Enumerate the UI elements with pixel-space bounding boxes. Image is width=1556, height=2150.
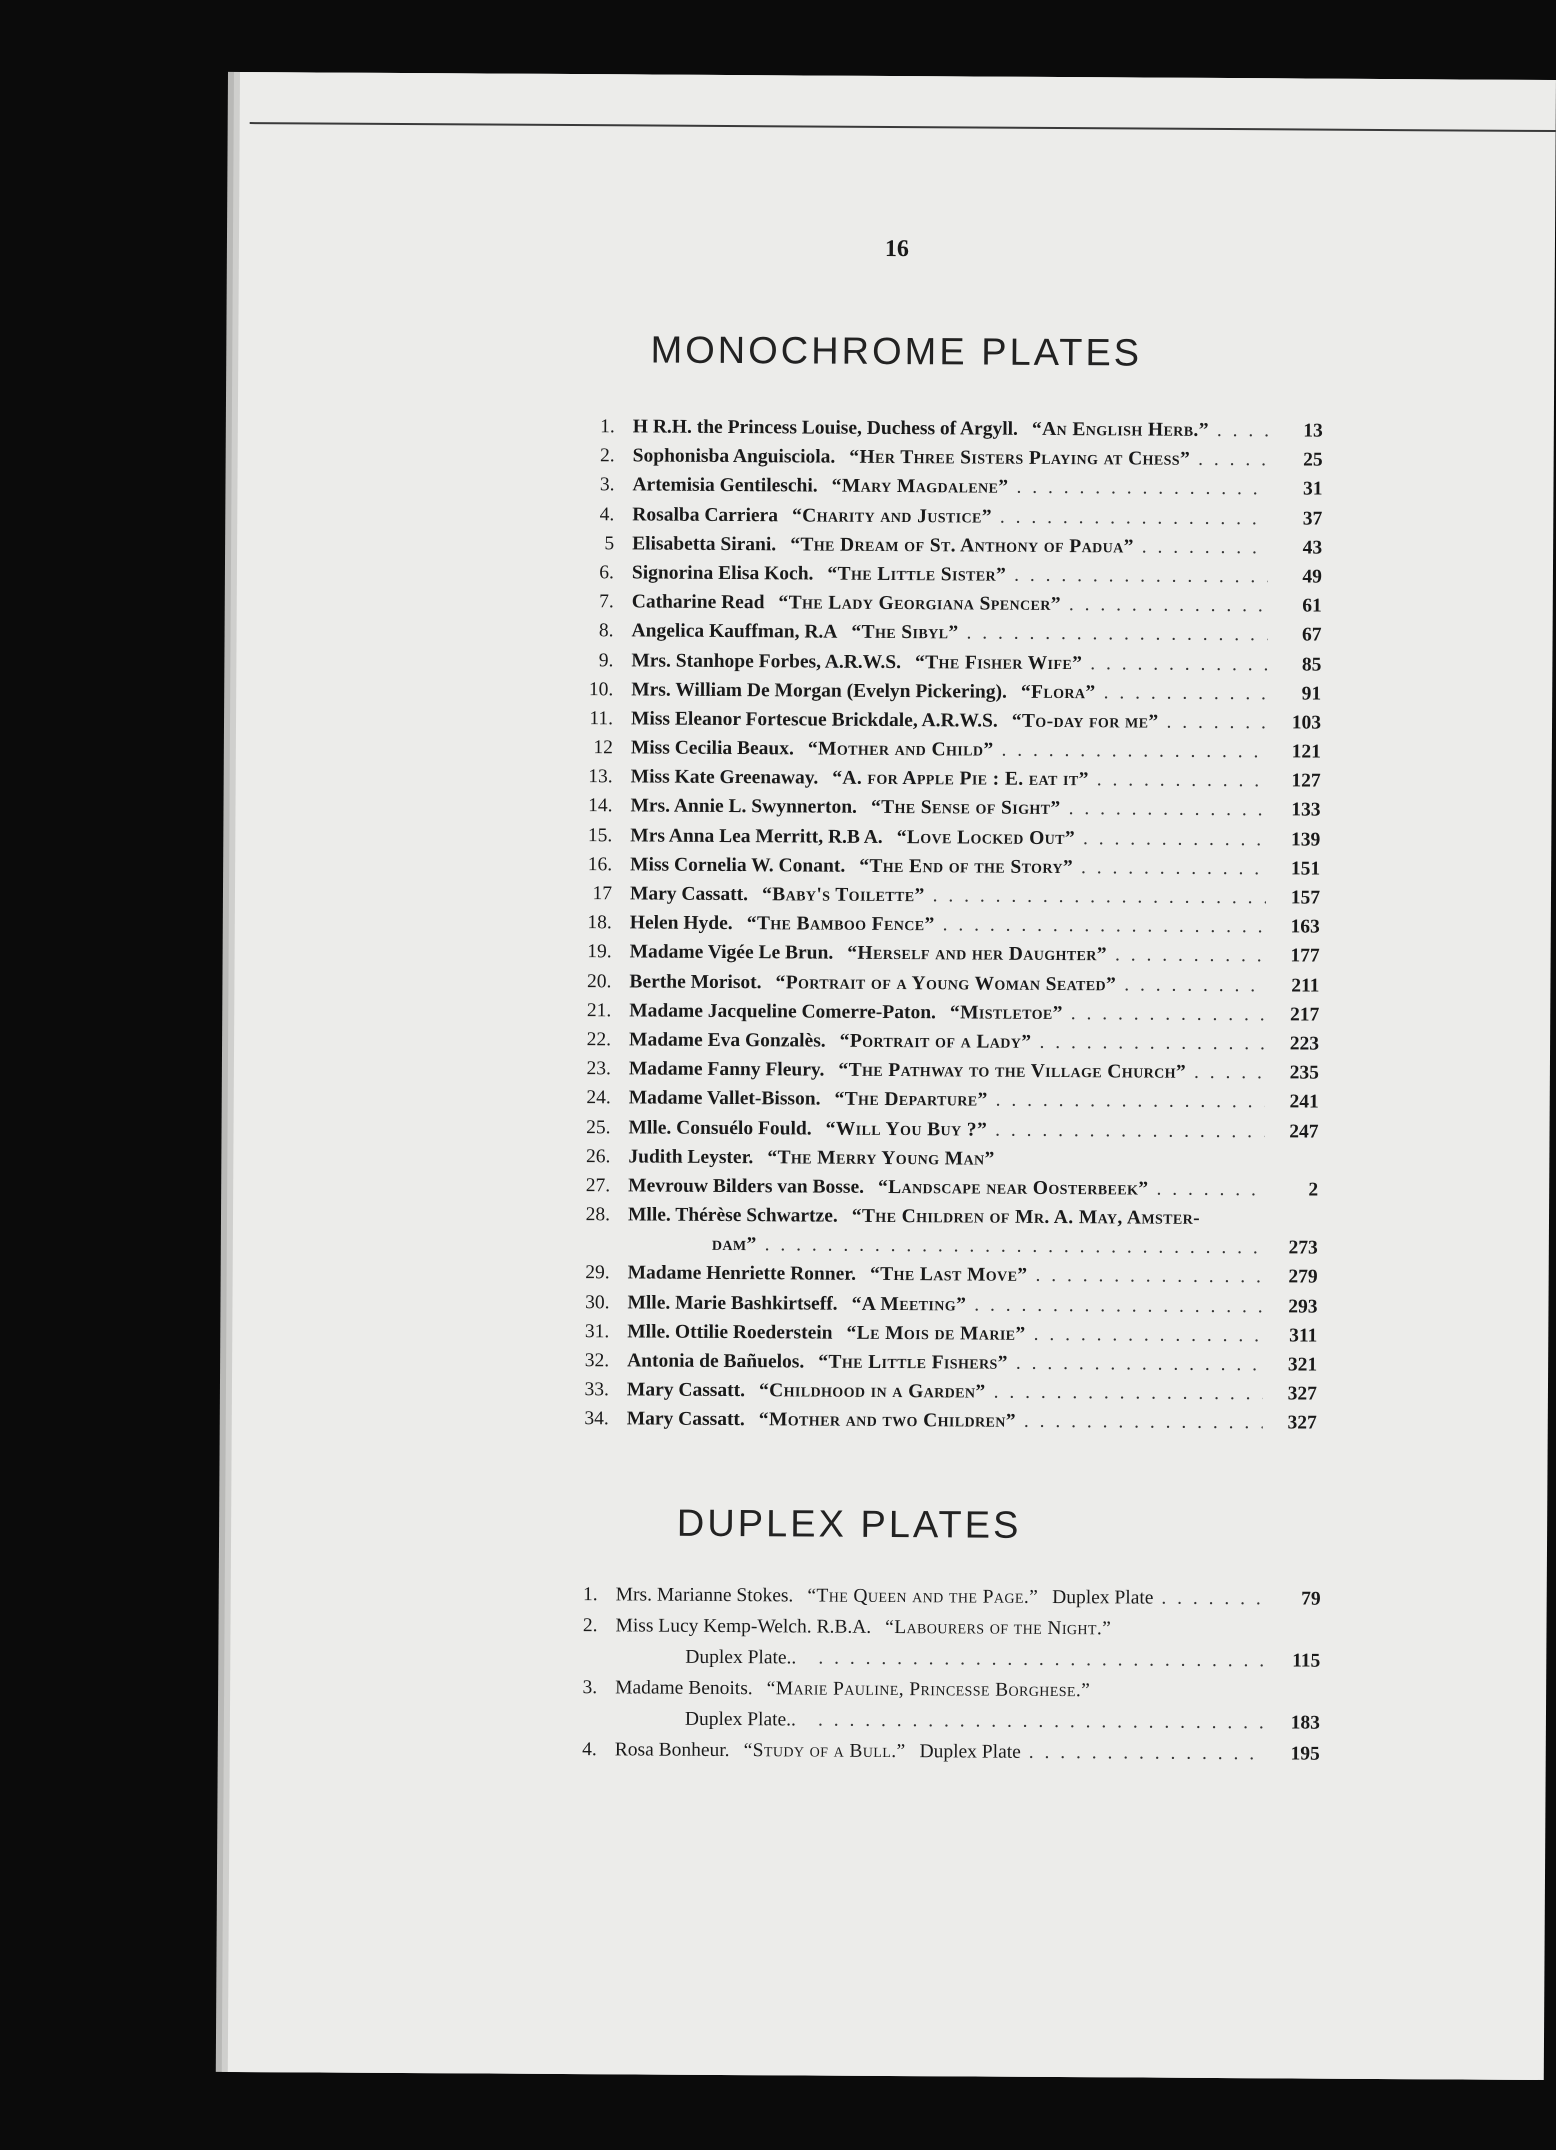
leader-dots (992, 506, 1268, 530)
plate-number: 1. (583, 1584, 598, 1606)
duplex-plate-row (545, 1739, 1320, 1775)
leader-dots (810, 1710, 1266, 1735)
plate-artist: Mrs. Annie L. Swynnerton. (630, 795, 858, 819)
leader-dots (1061, 798, 1267, 821)
monochrome-plate-row (562, 474, 1322, 508)
monochrome-plate-row (562, 533, 1322, 567)
monochrome-plate-row (563, 445, 1323, 479)
leader-dots (1008, 1353, 1263, 1377)
leader-dots (935, 914, 1266, 938)
monochrome-plate-row (557, 1408, 1317, 1442)
monochrome-plate-row (558, 1116, 1318, 1150)
plate-number: 25. (586, 1116, 611, 1138)
duplex-plates-heading: DUPLEX PLATES (676, 1502, 1022, 1547)
plate-artist: Madame Vallet-Bisson. (628, 1087, 821, 1110)
plate-page-number: 85 (1301, 653, 1322, 676)
monochrome-plate-row (558, 1175, 1318, 1209)
plate-number: 34. (584, 1408, 609, 1430)
plate-number: 2. (599, 445, 615, 467)
plate-title: dam” (711, 1234, 757, 1256)
plate-artist: Madame Benoits. (615, 1677, 753, 1700)
leader-dots (1148, 1178, 1264, 1201)
plate-number: 18. (587, 912, 612, 934)
plate-title: “Le Mois de Marie” (846, 1322, 1026, 1345)
plate-suffix: Duplex Plate (919, 1741, 1021, 1763)
duplex-plate-row (546, 1584, 1321, 1620)
plate-page-number: 2 (1308, 1179, 1319, 1201)
monochrome-plates-heading: MONOCHROME PLATES (650, 329, 1143, 375)
plate-number: 19. (587, 941, 612, 963)
plate-number: 10. (588, 678, 614, 700)
plate-title: “Labourers of the Night.” (885, 1616, 1112, 1640)
top-rule (250, 122, 1556, 132)
leader-dots (1027, 1265, 1263, 1288)
monochrome-plate-row (557, 1379, 1317, 1413)
leader-dots (987, 1119, 1265, 1143)
leader-dots (988, 1090, 1265, 1114)
plate-title: “Mother and Child” (807, 738, 994, 761)
plate-title: “The Departure” (834, 1088, 988, 1111)
plate-artist: Mary Cassatt. (626, 1408, 745, 1431)
leader-dots (1209, 420, 1269, 442)
leader-dots (925, 885, 1266, 909)
plate-page-number: 91 (1301, 683, 1322, 705)
monochrome-plate-row (561, 737, 1321, 771)
plate-title: “The End of the Story” (859, 855, 1074, 878)
plate-number: 7. (599, 591, 614, 613)
plate-number: 13. (588, 766, 613, 788)
leader-dots (1063, 1003, 1266, 1026)
duplex-plate-row (545, 1708, 1320, 1744)
plate-number: 23. (586, 1058, 611, 1080)
plate-number: 12 (593, 737, 613, 759)
plate-title: “The Children of Mr. A. May, Amster- (851, 1205, 1201, 1229)
plate-title: “The Pathway to the Village Church” (838, 1059, 1187, 1083)
plate-title: “Mary Magdalene” (831, 475, 1009, 499)
plate-title: “Flora” (1020, 681, 1096, 703)
plate-artist: Antonia de Bañuelos. (627, 1350, 805, 1373)
plate-artist: Mrs. Stanhope Forbes, A.R.W.S. (631, 649, 902, 673)
plate-artist: Berthe Morisot. (629, 970, 762, 993)
plate-title: “The Queen and the Page.” (807, 1585, 1039, 1608)
plate-artist: Artemisia Gentileschi. (632, 474, 818, 497)
plate-artist: Miss Lucy Kemp-Welch. R.B.A. (615, 1615, 872, 1638)
leader-dots (1158, 711, 1267, 734)
plate-page-number: 273 (1288, 1237, 1318, 1259)
plate-number: 20. (587, 970, 612, 992)
plate-number: 32. (584, 1350, 610, 1372)
leader-dots (958, 623, 1267, 647)
plate-title: “Landscape near Oosterbeek” (877, 1176, 1149, 1200)
plate-artist: Mary Cassatt. (629, 883, 749, 906)
plate-title: “Mistletoe” (949, 1002, 1063, 1024)
plate-artist: Madame Eva Gonzalès. (629, 1029, 826, 1052)
plate-artist: Mlle. Ottilie Roederstein (627, 1321, 833, 1344)
plate-title: “Love Locked Out” (896, 826, 1076, 849)
plate-number: 24. (586, 1087, 611, 1109)
leader-dots (1186, 1062, 1265, 1084)
plate-number: 15. (587, 824, 613, 846)
plate-title: “Her Three Sisters Playing at Chess” (849, 446, 1191, 470)
plate-artist: Catharine Read (631, 591, 765, 614)
plate-title: “The Bamboo Fence” (746, 913, 935, 936)
plate-artist: Mrs. William De Morgan (Evelyn Pickering). (631, 679, 1007, 703)
plate-artist: Madame Fanny Fleury. (628, 1058, 825, 1081)
plate-artist: Helen Hyde. (629, 912, 733, 935)
leader-dots (993, 740, 1266, 764)
plate-title: “Portrait of a Lady” (839, 1030, 1032, 1053)
plate-title: “Mother and two Children” (758, 1409, 1016, 1433)
plate-page-number: 121 (1291, 741, 1321, 763)
plate-artist: Signorina Elisa Koch. (631, 562, 814, 585)
plate-number: 26. (585, 1145, 611, 1167)
monochrome-plate-row (562, 591, 1322, 625)
plate-artist: Mlle. Marie Bashkirtseff. (627, 1292, 838, 1315)
monochrome-plates-list (557, 416, 1323, 1442)
plate-page-number: 139 (1291, 829, 1321, 851)
plate-number: 21. (586, 999, 612, 1022)
plate-page-number: 133 (1291, 799, 1321, 822)
plate-page-number: 183 (1290, 1712, 1320, 1734)
plate-artist: Duplex Plate.. (685, 1646, 797, 1669)
plate-page-number: 223 (1289, 1033, 1320, 1055)
plate-artist: Judith Leyster. (628, 1146, 754, 1168)
plate-title: “The Merry Young Man” (767, 1146, 995, 1170)
plate-number: 6. (599, 562, 615, 584)
monochrome-plate-row (559, 1000, 1319, 1034)
plate-artist: Mrs Anna Lea Merritt, R.B A. (630, 825, 883, 848)
plate-number: 31. (584, 1320, 610, 1343)
plate-page-number: 247 (1289, 1120, 1319, 1143)
plate-page-number: 103 (1291, 712, 1322, 734)
plate-page-number: 217 (1289, 1004, 1320, 1026)
plate-title: “A Meeting” (851, 1293, 967, 1316)
plate-page-number: 13 (1303, 420, 1323, 442)
plate-page-number: 151 (1290, 858, 1321, 880)
plate-number: 27. (585, 1175, 611, 1197)
leader-dots (1096, 682, 1268, 705)
plate-artist: Madame Jacqueline Comerre-Paton. (629, 1000, 937, 1024)
plate-title: “A. for Apple Pie : E. eat it” (832, 767, 1089, 791)
plate-page-number: 115 (1292, 1650, 1321, 1672)
monochrome-plate-row (558, 1204, 1318, 1238)
plate-page-number: 37 (1302, 508, 1323, 530)
monochrome-plate-row (561, 620, 1321, 654)
book-page (228, 72, 1556, 2080)
plate-number: 3. (582, 1677, 598, 1699)
plate-artist: Mrs. Marianne Stokes. (615, 1584, 794, 1607)
plate-title: “Study of a Bull.” (743, 1740, 906, 1763)
leader-dots (1116, 974, 1265, 997)
page-number: 16 (884, 235, 910, 263)
plate-artist: Mevrouw Bilders van Bosse. (628, 1175, 865, 1198)
leader-dots (1061, 594, 1268, 617)
plate-number: 3. (599, 474, 615, 496)
monochrome-plate-row (563, 416, 1323, 450)
plate-title: “An English Herb.” (1031, 418, 1209, 441)
monochrome-plate-row (561, 679, 1321, 713)
monochrome-plate-row (562, 504, 1322, 538)
plate-page-number: 195 (1290, 1743, 1320, 1765)
plate-title: “The Sense of Sight” (870, 797, 1061, 820)
plate-artist: Madame Henriette Ronner. (627, 1262, 857, 1286)
plate-page-number: 61 (1302, 595, 1322, 617)
plate-title: “The Sibyl” (851, 622, 959, 644)
plate-page-number: 241 (1289, 1091, 1319, 1113)
plate-page-number: 211 (1291, 975, 1320, 997)
leader-dots (1016, 1411, 1263, 1435)
plate-page-number: 327 (1287, 1412, 1317, 1434)
plate-page-number: 279 (1288, 1266, 1318, 1289)
plate-page-number: 235 (1289, 1062, 1319, 1084)
plate-page-number: 31 (1302, 478, 1323, 500)
plate-number: 28. (585, 1204, 611, 1226)
plate-artist: Miss Eleanor Fortescue Brickdale, A.R.W.S. (630, 708, 998, 732)
leader-dots (1153, 1588, 1266, 1611)
plate-page-number: 25 (1303, 449, 1323, 471)
leader-dots (1008, 477, 1268, 501)
monochrome-plate-row (559, 971, 1319, 1005)
monochrome-plate-row (560, 795, 1320, 829)
plate-title: “The Dream of St. Anthony of Padua” (790, 534, 1134, 558)
plate-artist: Miss Kate Greenaway. (630, 766, 819, 789)
plate-artist: Mary Cassatt. (626, 1379, 746, 1402)
plate-number: 5 (604, 532, 615, 555)
plate-number: 30. (585, 1291, 610, 1313)
plate-page-number: 293 (1288, 1296, 1318, 1318)
monochrome-plate-row (558, 1233, 1318, 1267)
leader-dots (986, 1382, 1263, 1406)
leader-dots (1134, 536, 1268, 559)
leader-dots (1107, 945, 1266, 968)
plate-title: “Herself and her Daughter” (847, 943, 1108, 966)
plate-number: 1. (600, 416, 615, 438)
plate-artist: Angelica Kauffman, R.A (631, 620, 838, 643)
plate-artist: Rosa Bonheur. (614, 1739, 730, 1762)
plate-number: 2. (582, 1615, 598, 1637)
plate-artist: Elisabetta Sirani. (632, 533, 777, 556)
leader-dots (1075, 828, 1266, 851)
duplex-plates-list (545, 1584, 1321, 1775)
monochrome-plate-row (560, 825, 1320, 859)
plate-title: “The Little Fishers” (818, 1351, 1008, 1374)
monochrome-plate-row (561, 649, 1321, 683)
monochrome-plate-row (561, 766, 1321, 800)
monochrome-plate-row (560, 854, 1320, 888)
plate-page-number: 43 (1302, 537, 1323, 559)
leader-dots (1082, 653, 1267, 676)
plate-title: “Will You Buy ?” (825, 1118, 988, 1141)
monochrome-plate-row (558, 1262, 1318, 1296)
plate-page-number: 327 (1287, 1383, 1318, 1405)
plate-number: 11. (589, 708, 614, 730)
plate-page-number: 49 (1302, 566, 1322, 588)
plate-page-number: 67 (1302, 624, 1322, 646)
plate-title: “To-day for me” (1011, 710, 1159, 733)
plate-page-number: 79 (1301, 1588, 1321, 1610)
plate-page-number: 127 (1291, 770, 1321, 792)
monochrome-plate-row (557, 1292, 1317, 1326)
plate-artist: Mlle. Thérèse Schwartze. (627, 1204, 838, 1227)
plate-artist: Miss Cecilia Beaux. (630, 737, 794, 760)
plate-page-number: 321 (1287, 1354, 1318, 1376)
leader-dots (757, 1234, 1264, 1259)
leader-dots (810, 1648, 1266, 1673)
plate-title: “Baby's Toilette” (761, 884, 925, 907)
plate-title: “The Little Sister” (827, 563, 1007, 586)
plate-number: 22. (586, 1029, 612, 1051)
plate-number: 4. (582, 1739, 597, 1761)
plate-title: “The Fisher Wife” (914, 651, 1083, 674)
monochrome-plate-row (557, 1350, 1317, 1384)
plate-artist: Madame Vigée Le Brun. (629, 941, 834, 965)
leader-dots (1006, 565, 1268, 589)
monochrome-plate-row (560, 883, 1320, 917)
plate-artist: Sophonisba Anguisciola. (632, 445, 836, 468)
leader-dots (1031, 1032, 1265, 1055)
plate-number: 14. (588, 795, 613, 817)
monochrome-plate-row (559, 1029, 1319, 1063)
monochrome-plate-row (560, 912, 1320, 946)
monochrome-plate-row (561, 708, 1321, 742)
plate-number: 9. (598, 649, 614, 671)
monochrome-plate-row (559, 1087, 1319, 1121)
monochrome-plate-row (558, 1146, 1318, 1180)
plate-title: “The Last Move” (869, 1264, 1028, 1287)
plate-number: 8. (598, 620, 614, 642)
monochrome-plate-row (557, 1321, 1317, 1355)
leader-dots (966, 1294, 1263, 1318)
plate-artist: Miss Cornelia W. Conant. (630, 854, 846, 877)
leader-dots (1073, 857, 1266, 880)
plate-number: 33. (584, 1379, 610, 1401)
plate-title: “Charity and Justice” (791, 504, 993, 528)
leader-dots (1089, 769, 1267, 792)
plate-number: 4. (599, 503, 615, 525)
plate-title: “Childhood in a Garden” (758, 1380, 986, 1403)
duplex-plate-row (545, 1615, 1320, 1651)
plate-number: 16. (587, 853, 613, 876)
leader-dots (1026, 1324, 1264, 1347)
plate-page-number: 163 (1290, 916, 1320, 938)
plate-page-number: 311 (1289, 1325, 1318, 1347)
leader-dots (1021, 1742, 1266, 1765)
monochrome-plate-row (562, 562, 1322, 596)
plate-title: “Portrait of a Young Woman Seated” (775, 971, 1117, 995)
plate-title: “The Lady Georgiana Spencer” (778, 592, 1062, 616)
plate-page-number: 177 (1290, 945, 1320, 967)
monochrome-plate-row (560, 941, 1320, 975)
plate-suffix: Duplex Plate (1052, 1586, 1154, 1609)
monochrome-plate-row (559, 1058, 1319, 1092)
plate-number: 29. (585, 1262, 610, 1284)
plate-page-number: 157 (1290, 887, 1321, 909)
duplex-plate-row (545, 1646, 1320, 1682)
duplex-plate-row (545, 1677, 1320, 1713)
leader-dots (1190, 449, 1269, 471)
plate-title: “Marie Pauline, Princesse Borghese.” (766, 1678, 1091, 1702)
plate-artist: H R.H. the Princess Louise, Duchess of Argyll. (632, 416, 1019, 440)
plate-artist: Mlle. Consuélo Fould. (628, 1116, 812, 1140)
plate-number: 17 (592, 883, 613, 905)
plate-artist: Duplex Plate.. (684, 1708, 797, 1731)
plate-artist: Rosalba Carriera (632, 503, 779, 526)
